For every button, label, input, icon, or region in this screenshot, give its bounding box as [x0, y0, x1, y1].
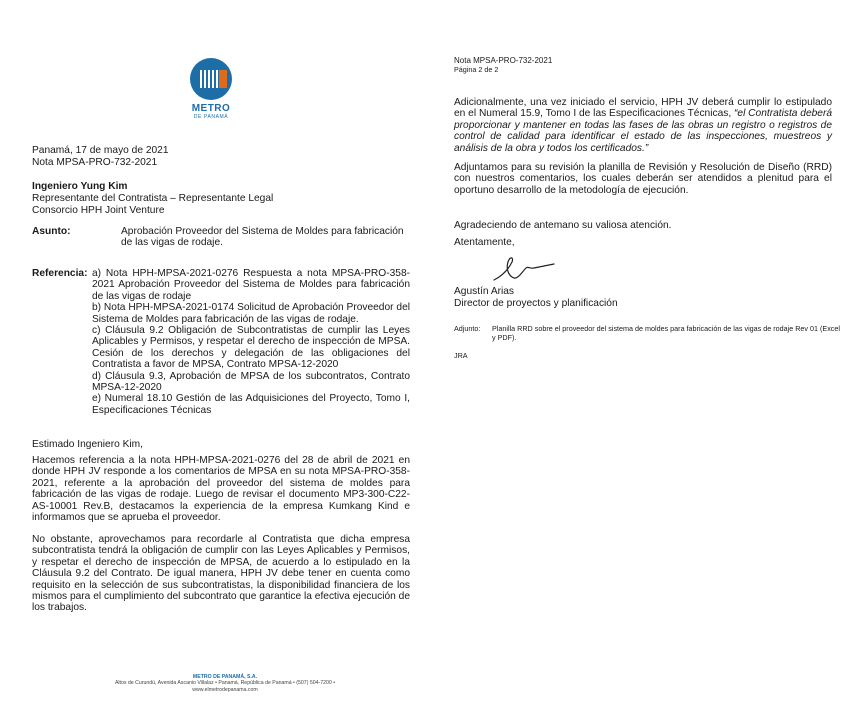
signature [488, 250, 558, 286]
page2-note-ref: Nota MPSA-PRO-732-2021 [454, 56, 553, 65]
body-paragraph-2: No obstante, aprovechamos para recordarle al Contratista que dicha empresa subcontratista tendrá la obligación de cumplir con las Leyes Aplicables y Permisos, y respetar el derecho de inspección de MPSA, de acuerdo a lo estipulado en la Cláusula 9.2 del Contrato. De igual manera, HPH JV debe tener en cuenta como requisito en la selección de sus subcontratistas, la disponibilidad financiera de los mismos para el cumplimiento del subcontrato que garantice la efectiva ejecución de los trabajos. [32, 534, 410, 614]
page2-paragraph-1 [454, 97, 832, 154]
reference-list [92, 268, 410, 416]
letter-date: Panamá, 17 de mayo de 2021 [32, 145, 169, 156]
reference-item: e) Numeral 18.10 Gestión de las Adquisiciones del Proyecto, Tomo I, Especificaciones Técnicas [92, 393, 410, 416]
closing-line: Atentamente, [454, 237, 515, 248]
reference-label: Referencia: [32, 268, 88, 279]
letter-page-2 [430, 0, 855, 717]
initials: JRA [454, 351, 468, 360]
logo-subtitle: DE PANAMÁ [193, 114, 229, 120]
reference-item: a) Nota HPH-MPSA-2021-0276 Respuesta a nota MPSA-PRO-358-2021 Aprobación Proveedor del Sistema de Moldes para fabricación de las vigas de rodaje [92, 268, 410, 302]
subject-label: Asunto: [32, 226, 71, 237]
footer-company: METRO DE PANAMÁ, S.A. [192, 674, 258, 680]
signer-title: Director de proyectos y planificación [454, 298, 618, 309]
reference-item: b) Nota HPH-MPSA-2021-0174 Solicitud de Aprobación Proveedor del Sistema de Moldes para fabricación de las vigas de rodaje. [92, 302, 410, 325]
recipient-title: Representante del Contratista – Representante Legal [32, 193, 274, 204]
page-number: Página 2 de 2 [454, 65, 499, 74]
footer-address: Altos de Curundú, Avenida Ascanio Villalaz • Panamá, República de Panamá • (507) 504-7200 • www.elmetrodepanama.com [114, 680, 336, 693]
metro-panama-logo [180, 58, 242, 128]
signer-name: Agustín Arias [454, 286, 515, 297]
logo-name: METRO [191, 103, 231, 114]
attachment-label: Adjunto: [454, 324, 481, 333]
page2-paragraph-2: Adjuntamos para su revisión la planilla de Revisión y Resolución de Diseño (RRD) con nuestros comentarios, los cuales deberán ser atendidos a plenitud para el oportuno desarrollo de la metodología de ejecución. [454, 162, 832, 196]
letter-note-ref: Nota MPSA-PRO-732-2021 [32, 157, 158, 168]
metro-logo-icon [190, 58, 232, 100]
subject-text: Aprobación Proveedor del Sistema de Moldes para fabricación de las vigas de rodaje. [121, 226, 404, 249]
attachment-text: Planilla RRD sobre el proveedor del sistema de moldes para fabricación de las vigas de rodaje Rev 01 (Excel y PDF). [492, 324, 840, 342]
thanks-line: Agradeciendo de antemano su valiosa atención. [454, 220, 672, 231]
page2-paragraph-1-text: Adicionalmente, una vez iniciado el servicio, HPH JV deberá cumplir lo estipulado en el Numeral 15.9, Tomo I de las Especificaciones Técnicas, [454, 97, 832, 120]
recipient-name: Ingeniero Yung Kim [32, 181, 128, 192]
page-footer [95, 674, 355, 693]
recipient-company: Consorcio HPH Joint Venture [32, 205, 165, 216]
reference-item: c) Cláusula 9.2 Obligación de Subcontratistas de cumplir las Leyes Aplicables y Permisos, y respetar el derecho de inspección de MPSA. Cesión de los derechos y delegación de las obligaciones del Contratista a favor de MPSA, Contrato MPSA-12-2020 [92, 325, 410, 371]
salutation: Estimado Ingeniero Kim, [32, 439, 143, 450]
body-paragraph-1: Hacemos referencia a la nota HPH-MPSA-2021-0276 del 28 de abril de 2021 en donde HPH JV responde a los comentarios de MPSA en su nota MPSA-PRO-358-2021, referente a la aprobación del proveedor del sistema de moldes para fabricación de las vigas de rodaje. Luego de revisar el documento MP3-300-C22-AS-10001 Rev.B, destacamos la experiencia de la empresa Kumkang Kind e informamos que se aprueba el proveedor. [32, 455, 410, 524]
page2-paragraph-1-quote: “el Contratista deberá proporcionar y mantener en todas las fases de las obras un registro o registros de control de calidad para identificar el estado de las inspecciones, muestreos y análisis de la obra y todos los certificados.” [454, 108, 832, 154]
reference-item: d) Cláusula 9.3, Aprobación de MPSA de los subcontratos, Contrato MPSA-12-2020 [92, 370, 410, 394]
